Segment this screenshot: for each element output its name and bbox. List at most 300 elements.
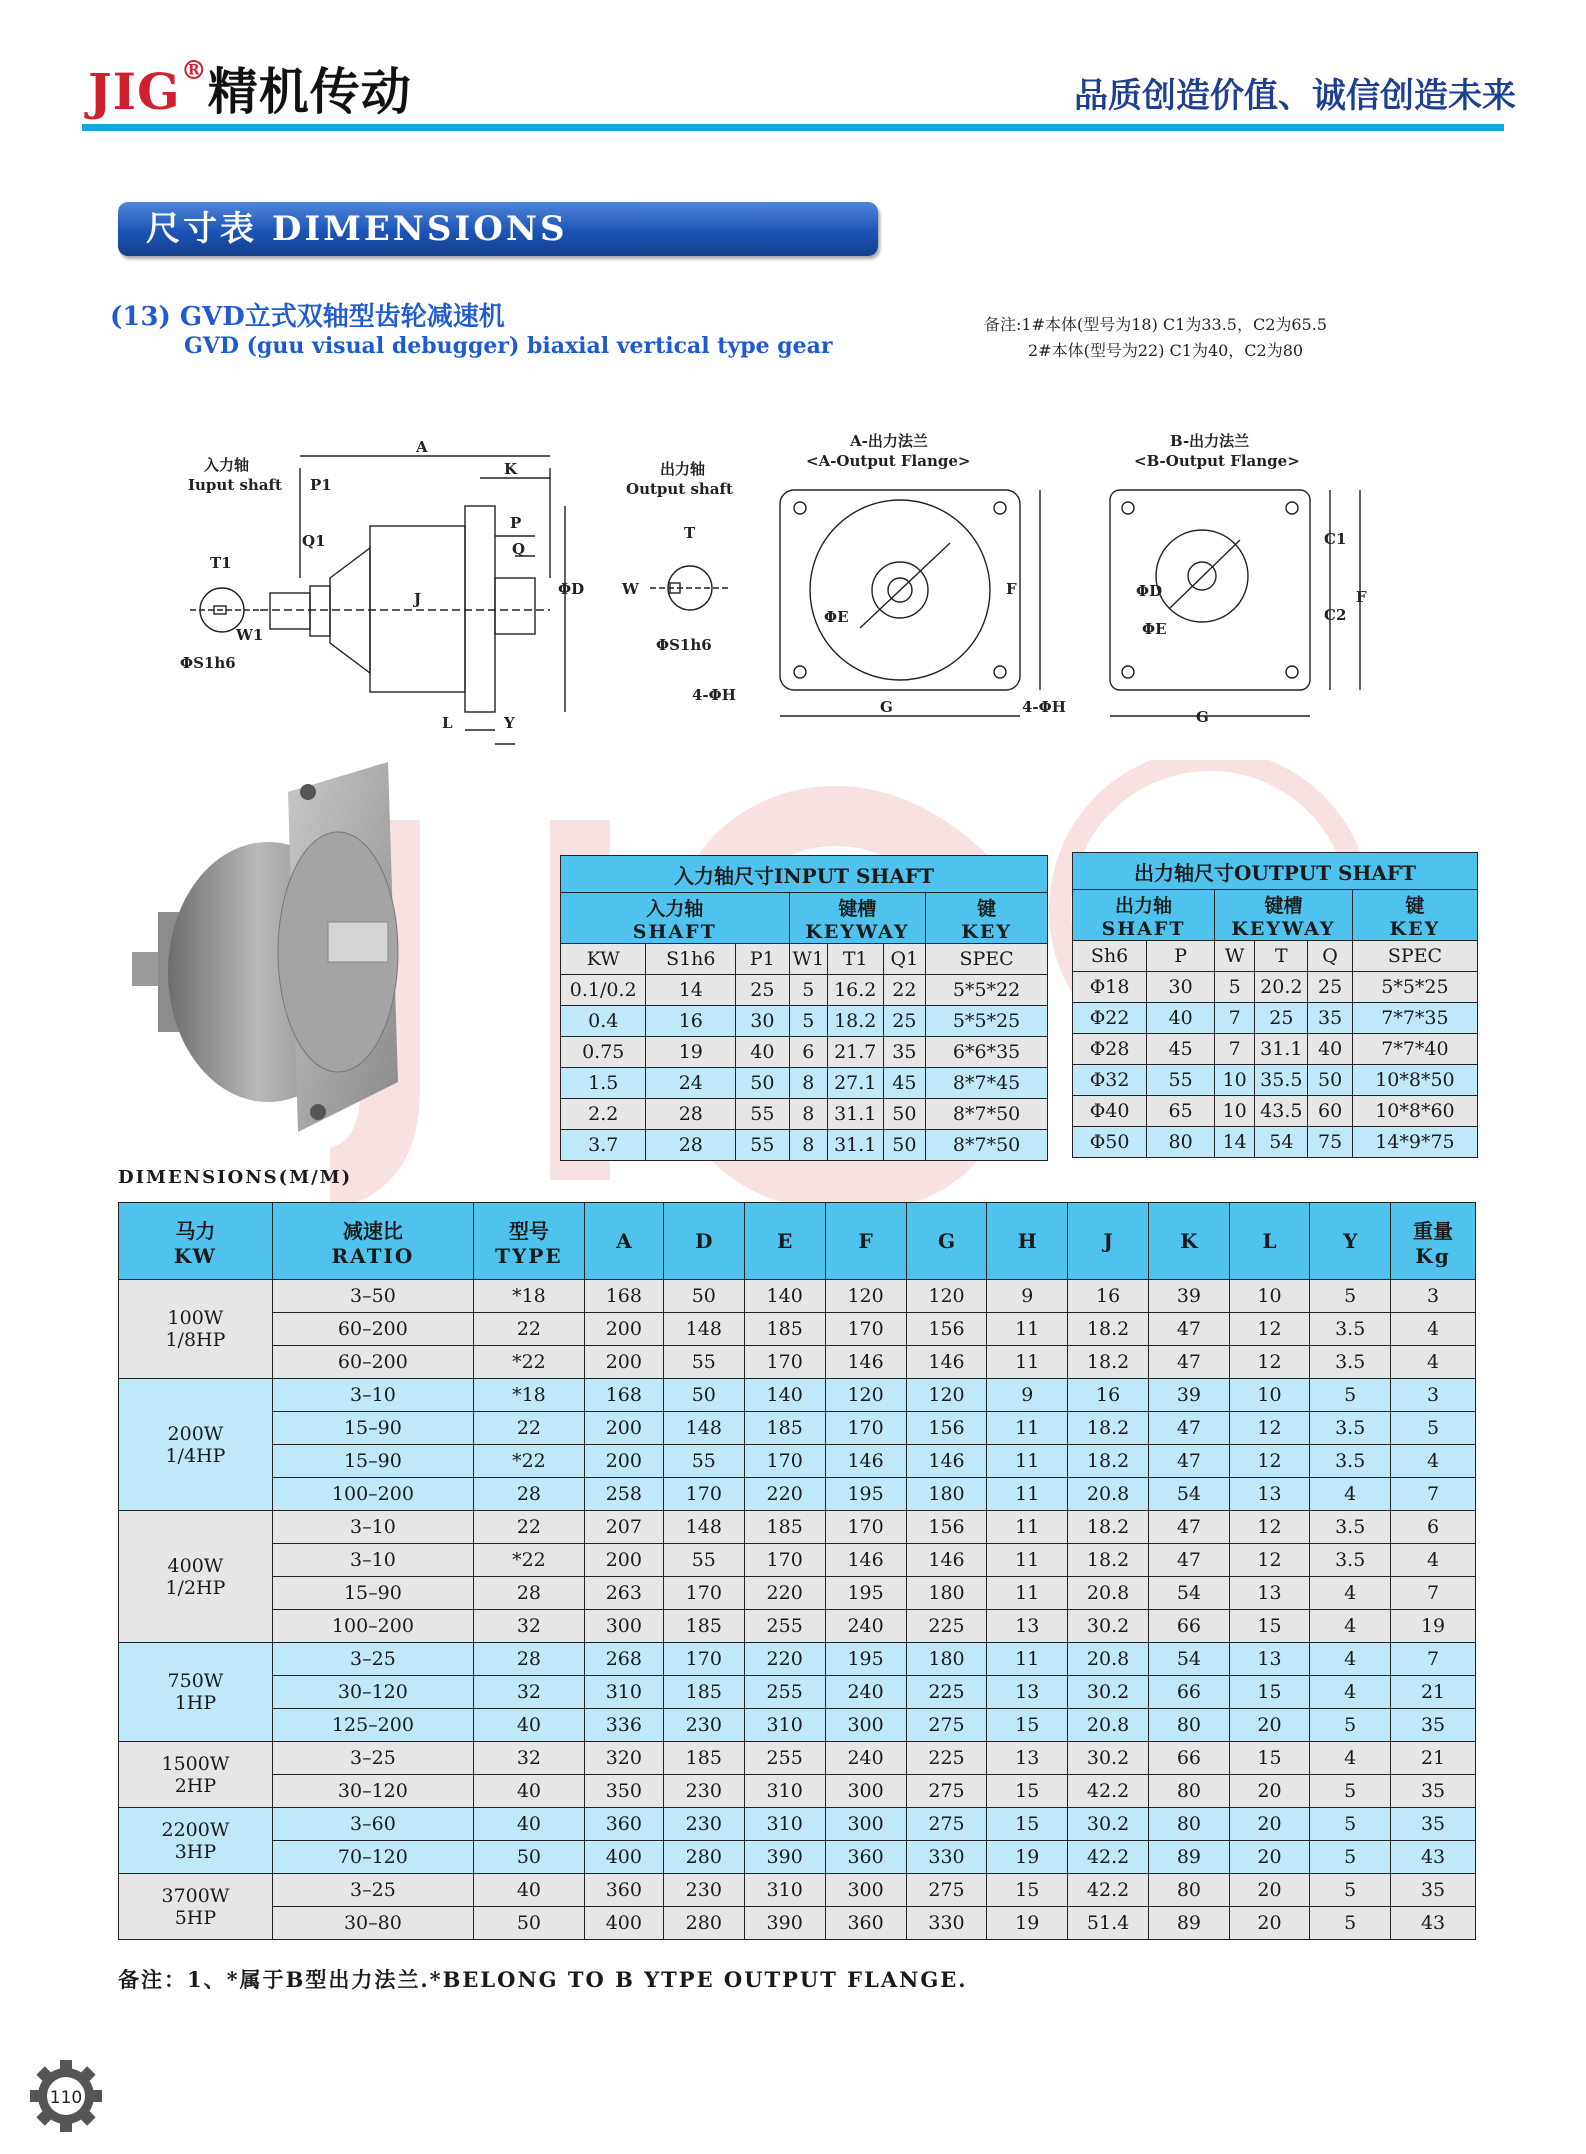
input-shaft-cell: 8*7*45 bbox=[926, 1068, 1048, 1099]
dimensions-header-cell: G bbox=[906, 1203, 987, 1280]
dimensions-cell: 19 bbox=[987, 1841, 1068, 1874]
dimensions-header-cell: D bbox=[663, 1203, 744, 1280]
dimensions-row bbox=[119, 1742, 1476, 1775]
dimensions-row bbox=[119, 1412, 1476, 1445]
input-shaft-cell: 25 bbox=[736, 975, 789, 1006]
label-J: J bbox=[414, 590, 422, 608]
power-cell: 100W 1/8HP bbox=[119, 1280, 273, 1379]
output-shaft-title: 出力轴尺寸OUTPUT SHAFT bbox=[1073, 853, 1478, 890]
dimensions-cell: 30.2 bbox=[1068, 1808, 1149, 1841]
dimensions-cell: 148 bbox=[663, 1313, 744, 1346]
dimensions-cell: 148 bbox=[663, 1511, 744, 1544]
dimensions-cell: 20 bbox=[1229, 1874, 1310, 1907]
dimensions-cell: 3.5 bbox=[1310, 1412, 1391, 1445]
dimensions-row bbox=[119, 1280, 1476, 1313]
label-flangeB-en: <B-Output Flange> bbox=[1134, 452, 1300, 470]
output-shaft-cell: 40 bbox=[1308, 1034, 1353, 1065]
dimensions-cell: 125–200 bbox=[272, 1709, 473, 1742]
dimensions-cell: 32 bbox=[473, 1610, 584, 1643]
dimensions-cell: 320 bbox=[584, 1742, 663, 1775]
dimensions-cell: 20 bbox=[1229, 1808, 1310, 1841]
input-shaft-cell: 5*5*22 bbox=[926, 975, 1048, 1006]
note-line-2: 2#本体(型号为22) C1为40，C2为80 bbox=[1028, 341, 1304, 360]
dimensions-cell: 360 bbox=[825, 1841, 906, 1874]
dimensions-cell: 240 bbox=[825, 1676, 906, 1709]
dimensions-cell: *18 bbox=[473, 1280, 584, 1313]
dimensions-cell: 240 bbox=[825, 1610, 906, 1643]
output-shaft-cell: 10*8*50 bbox=[1352, 1065, 1477, 1096]
output-shaft-cell: 10 bbox=[1215, 1065, 1255, 1096]
dimensions-cell: 20.8 bbox=[1068, 1577, 1149, 1610]
dimensions-cell: 4 bbox=[1391, 1313, 1476, 1346]
dimensions-header-cell: K bbox=[1149, 1203, 1230, 1280]
dimensions-cell: 200 bbox=[584, 1412, 663, 1445]
dimensions-cell: 146 bbox=[825, 1346, 906, 1379]
brand-latin: JIG bbox=[88, 62, 181, 121]
dimensions-cell: 12 bbox=[1229, 1544, 1310, 1577]
dimensions-cell: 39 bbox=[1149, 1280, 1230, 1313]
dimensions-header-cell: A bbox=[584, 1203, 663, 1280]
dimensions-cell: 170 bbox=[825, 1412, 906, 1445]
input-shaft-row bbox=[561, 1130, 1048, 1161]
output-shaft-row bbox=[1073, 1127, 1478, 1158]
dimensions-cell: 146 bbox=[825, 1544, 906, 1577]
dimensions-cell: 146 bbox=[906, 1544, 987, 1577]
dimensions-cell: 170 bbox=[744, 1544, 825, 1577]
input-shaft-row bbox=[561, 1037, 1048, 1068]
input-shaft-row bbox=[561, 1006, 1048, 1037]
dimensions-cell: *18 bbox=[473, 1379, 584, 1412]
dimensions-cell: 28 bbox=[473, 1643, 584, 1676]
label-Q: Q bbox=[512, 540, 526, 558]
dimensions-cell: 60–200 bbox=[272, 1313, 473, 1346]
dimensions-cell: 15 bbox=[1229, 1676, 1310, 1709]
dimensions-cell: 50 bbox=[473, 1841, 584, 1874]
dimensions-cell: 360 bbox=[825, 1907, 906, 1940]
output-shaft-cell: 30 bbox=[1147, 972, 1215, 1003]
dimensions-cell: 47 bbox=[1149, 1313, 1230, 1346]
dimensions-header-cell: Y bbox=[1310, 1203, 1391, 1280]
dimensions-cell: 240 bbox=[825, 1742, 906, 1775]
dimensions-cell: 146 bbox=[906, 1346, 987, 1379]
input-shaft-cell: 28 bbox=[646, 1130, 736, 1161]
input-shaft-column-header: Q1 bbox=[883, 944, 926, 975]
input-shaft-cell: 5 bbox=[789, 975, 827, 1006]
dimensions-cell: 9 bbox=[987, 1280, 1068, 1313]
dimensions-cell: 3–25 bbox=[272, 1643, 473, 1676]
power-cell: 750W 1HP bbox=[119, 1643, 273, 1742]
dimensions-cell: 32 bbox=[473, 1742, 584, 1775]
dimensions-cell: 89 bbox=[1149, 1841, 1230, 1874]
input-shaft-cell: 55 bbox=[736, 1099, 789, 1130]
dimensions-cell: 3.5 bbox=[1310, 1445, 1391, 1478]
output-shaft-cell: Φ18 bbox=[1073, 972, 1147, 1003]
input-shaft-cell: 55 bbox=[736, 1130, 789, 1161]
dimensions-cell: 70–120 bbox=[272, 1841, 473, 1874]
dimensions-cell: 170 bbox=[663, 1643, 744, 1676]
input-shaft-cell: 21.7 bbox=[827, 1037, 883, 1068]
output-shaft-cell: 75 bbox=[1308, 1127, 1353, 1158]
output-shaft-cell: 31.1 bbox=[1255, 1034, 1308, 1065]
input-shaft-column-header: SPEC bbox=[926, 944, 1048, 975]
dimensions-cell: 50 bbox=[473, 1907, 584, 1940]
dimensions-cell: 13 bbox=[987, 1742, 1068, 1775]
dimensions-cell: 80 bbox=[1149, 1709, 1230, 1742]
output-shaft-row bbox=[1073, 1065, 1478, 1096]
output-shaft-cell: 45 bbox=[1147, 1034, 1215, 1065]
label-4H: 4-ΦH bbox=[692, 686, 736, 704]
input-shaft-cell: 27.1 bbox=[827, 1068, 883, 1099]
label-G: G bbox=[880, 698, 893, 716]
input-shaft-cell: 8*7*50 bbox=[926, 1099, 1048, 1130]
dimensions-row bbox=[119, 1874, 1476, 1907]
input-shaft-cell: 31.1 bbox=[827, 1099, 883, 1130]
dimensions-cell: 15 bbox=[987, 1874, 1068, 1907]
dimensions-cell: 4 bbox=[1391, 1445, 1476, 1478]
dimensions-cell: 185 bbox=[744, 1511, 825, 1544]
dimensions-cell: 185 bbox=[744, 1412, 825, 1445]
dimensions-cell: 255 bbox=[744, 1742, 825, 1775]
input-shaft-cell: 24 bbox=[646, 1068, 736, 1099]
input-shaft-cell: 6 bbox=[789, 1037, 827, 1068]
dimensions-cell: 140 bbox=[744, 1379, 825, 1412]
dimensions-cell: 390 bbox=[744, 1907, 825, 1940]
label-input-shaft-cn: 入力轴 bbox=[204, 456, 250, 474]
dimensions-cell: 300 bbox=[825, 1775, 906, 1808]
output-shaft-cell: 14 bbox=[1215, 1127, 1255, 1158]
dimensions-cell: 330 bbox=[906, 1907, 987, 1940]
dimensions-cell: 180 bbox=[906, 1643, 987, 1676]
dimensions-cell: 200 bbox=[584, 1313, 663, 1346]
dimensions-cell: 12 bbox=[1229, 1412, 1310, 1445]
dimensions-cell: 3.5 bbox=[1310, 1313, 1391, 1346]
input-shaft-cell: 50 bbox=[736, 1068, 789, 1099]
dimensions-cell: 43 bbox=[1391, 1841, 1476, 1874]
dimensions-cell: 275 bbox=[906, 1709, 987, 1742]
label-L: L bbox=[442, 714, 453, 732]
input-group-key: 键 KEY bbox=[926, 893, 1048, 944]
dimensions-cell: 300 bbox=[825, 1709, 906, 1742]
output-shaft-cell: 14*9*75 bbox=[1352, 1127, 1477, 1158]
output-shaft-cell: 60 bbox=[1308, 1096, 1353, 1127]
label-C2: C2 bbox=[1324, 606, 1347, 624]
dimensions-cell: 360 bbox=[584, 1808, 663, 1841]
dimensions-cell: 7 bbox=[1391, 1577, 1476, 1610]
dimensions-cell: 54 bbox=[1149, 1478, 1230, 1511]
dimensions-row bbox=[119, 1808, 1476, 1841]
dimensions-cell: 15–90 bbox=[272, 1445, 473, 1478]
dimensions-cell: 80 bbox=[1149, 1874, 1230, 1907]
dimensions-cell: 168 bbox=[584, 1379, 663, 1412]
brand-chinese: 精机传动 bbox=[207, 62, 412, 121]
dimensions-cell: 16 bbox=[1068, 1379, 1149, 1412]
output-shaft-column-header: P bbox=[1147, 941, 1215, 972]
input-shaft-cell: 8*7*50 bbox=[926, 1130, 1048, 1161]
dimensions-cell: 50 bbox=[663, 1280, 744, 1313]
dimensions-cell: 35 bbox=[1391, 1808, 1476, 1841]
dimensions-cell: 185 bbox=[663, 1610, 744, 1643]
dimensions-cell: 15 bbox=[987, 1709, 1068, 1742]
dimensions-cell: 275 bbox=[906, 1874, 987, 1907]
dimensions-cell: 220 bbox=[744, 1478, 825, 1511]
dimensions-header-cell: 马力 KW bbox=[119, 1203, 273, 1280]
dimensions-cell: 10 bbox=[1229, 1379, 1310, 1412]
dimensions-header-cell: F bbox=[825, 1203, 906, 1280]
dimensions-header-cell: 型号 TYPE bbox=[473, 1203, 584, 1280]
dimensions-row bbox=[119, 1577, 1476, 1610]
dimensions-cell: 43 bbox=[1391, 1907, 1476, 1940]
note-line-1: 备注:1#本体(型号为18) C1为33.5，C2为65.5 bbox=[984, 315, 1328, 334]
slogan: 品质创造价值、诚信创造未来 bbox=[1074, 76, 1516, 116]
input-shaft-cell: 8 bbox=[789, 1068, 827, 1099]
dimensions-row bbox=[119, 1709, 1476, 1742]
dimensions-cell: 11 bbox=[987, 1313, 1068, 1346]
dimensions-cell: 258 bbox=[584, 1478, 663, 1511]
dimensions-cell: 12 bbox=[1229, 1313, 1310, 1346]
dimensions-cell: 20 bbox=[1229, 1775, 1310, 1808]
dimensions-cell: 39 bbox=[1149, 1379, 1230, 1412]
dimensions-cell: 300 bbox=[584, 1610, 663, 1643]
dimensions-cell: 146 bbox=[825, 1445, 906, 1478]
dimensions-cell: 11 bbox=[987, 1577, 1068, 1610]
dimensions-cell: 40 bbox=[473, 1808, 584, 1841]
input-shaft-cell: 25 bbox=[883, 1006, 926, 1037]
output-shaft-cell: 65 bbox=[1147, 1096, 1215, 1127]
output-shaft-cell: 80 bbox=[1147, 1127, 1215, 1158]
output-shaft-cell: Φ32 bbox=[1073, 1065, 1147, 1096]
dimensions-cell: 5 bbox=[1310, 1709, 1391, 1742]
input-shaft-cell: 1.5 bbox=[561, 1068, 646, 1099]
dimensions-cell: 156 bbox=[906, 1412, 987, 1445]
page-number-badge bbox=[26, 2056, 106, 2136]
dimensions-cell: 185 bbox=[663, 1676, 744, 1709]
dimensions-cell: 255 bbox=[744, 1676, 825, 1709]
dimensions-header-cell: E bbox=[744, 1203, 825, 1280]
power-cell: 3700W 5HP bbox=[119, 1874, 273, 1940]
output-shaft-table bbox=[1072, 852, 1478, 1158]
label-F: F bbox=[1006, 580, 1017, 598]
dimensions-cell: 148 bbox=[663, 1412, 744, 1445]
dimensions-row bbox=[119, 1610, 1476, 1643]
dimensions-cell: 30.2 bbox=[1068, 1742, 1149, 1775]
label-output-shaft-cn: 出力轴 bbox=[660, 460, 706, 478]
dimensions-row bbox=[119, 1313, 1476, 1346]
power-cell: 200W 1/4HP bbox=[119, 1379, 273, 1511]
dimensions-cell: 4 bbox=[1391, 1544, 1476, 1577]
dimensions-cell: 180 bbox=[906, 1577, 987, 1610]
dimensions-cell: 40 bbox=[473, 1874, 584, 1907]
dimensions-cell: 120 bbox=[906, 1379, 987, 1412]
dimensions-cell: 170 bbox=[744, 1445, 825, 1478]
label-4H-2: 4-ΦH bbox=[1022, 698, 1066, 716]
dimensions-cell: 12 bbox=[1229, 1511, 1310, 1544]
dimensions-cell: 35 bbox=[1391, 1775, 1476, 1808]
input-shaft-cell: 30 bbox=[736, 1006, 789, 1037]
dimensions-cell: 11 bbox=[987, 1544, 1068, 1577]
dimensions-cell: 3.5 bbox=[1310, 1544, 1391, 1577]
registered-mark: ® bbox=[180, 56, 208, 86]
dimensions-cell: 11 bbox=[987, 1511, 1068, 1544]
power-cell: 1500W 2HP bbox=[119, 1742, 273, 1808]
input-shaft-title: 入力轴尺寸INPUT SHAFT bbox=[561, 856, 1048, 893]
dimensions-cell: 15 bbox=[1229, 1742, 1310, 1775]
input-shaft-cell: 18.2 bbox=[827, 1006, 883, 1037]
input-shaft-cell: 31.1 bbox=[827, 1130, 883, 1161]
dimensions-cell: 180 bbox=[906, 1478, 987, 1511]
dimensions-cell: 225 bbox=[906, 1610, 987, 1643]
dimensions-cell: 30–120 bbox=[272, 1775, 473, 1808]
input-shaft-cell: 0.75 bbox=[561, 1037, 646, 1068]
dimensions-cell: 18.2 bbox=[1068, 1445, 1149, 1478]
input-shaft-row bbox=[561, 1099, 1048, 1130]
output-shaft-row bbox=[1073, 1034, 1478, 1065]
dimensions-cell: 3.5 bbox=[1310, 1511, 1391, 1544]
dimensions-cell: 20.8 bbox=[1068, 1478, 1149, 1511]
dimensions-cell: 4 bbox=[1310, 1610, 1391, 1643]
product-title-en: GVD (guu visual debugger) biaxial vertical type gear bbox=[184, 333, 833, 359]
dimensions-cell: 230 bbox=[663, 1874, 744, 1907]
output-shaft-cell: 5 bbox=[1215, 972, 1255, 1003]
label-E2: ΦE bbox=[1142, 620, 1167, 638]
dimensions-row bbox=[119, 1907, 1476, 1940]
dimensions-cell: 195 bbox=[825, 1577, 906, 1610]
input-shaft-column-header: S1h6 bbox=[646, 944, 736, 975]
dimensions-cell: 275 bbox=[906, 1775, 987, 1808]
dimensions-row bbox=[119, 1346, 1476, 1379]
label-Y: Y bbox=[504, 714, 515, 732]
output-shaft-cell: 54 bbox=[1255, 1127, 1308, 1158]
input-shaft-cell: 8 bbox=[789, 1130, 827, 1161]
dimensions-cell: 6 bbox=[1391, 1511, 1476, 1544]
input-shaft-cell: 0.4 bbox=[561, 1006, 646, 1037]
dimensions-cell: 15 bbox=[987, 1808, 1068, 1841]
output-shaft-cell: 7 bbox=[1215, 1034, 1255, 1065]
dimensions-cell: 7 bbox=[1391, 1478, 1476, 1511]
dimensions-cell: 3–10 bbox=[272, 1511, 473, 1544]
input-shaft-column-header: KW bbox=[561, 944, 646, 975]
label-D2: ΦD bbox=[1136, 582, 1163, 600]
dimensions-cell: 15 bbox=[987, 1775, 1068, 1808]
dimensions-cell: 30–80 bbox=[272, 1907, 473, 1940]
dimensions-cell: 30.2 bbox=[1068, 1676, 1149, 1709]
page-number: 110 bbox=[49, 2088, 83, 2108]
label-W1: W1 bbox=[236, 626, 264, 644]
dimensions-cell: 5 bbox=[1310, 1775, 1391, 1808]
output-shaft-column-header-row bbox=[1073, 941, 1478, 972]
dimensions-cell: 16 bbox=[1068, 1280, 1149, 1313]
input-shaft-cell: 5 bbox=[789, 1006, 827, 1037]
dimensions-cell: 230 bbox=[663, 1709, 744, 1742]
dimensions-cell: 263 bbox=[584, 1577, 663, 1610]
dimensions-cell: 300 bbox=[825, 1808, 906, 1841]
header-divider bbox=[82, 124, 1504, 131]
power-cell: 400W 1/2HP bbox=[119, 1511, 273, 1643]
dimensions-cell: 3 bbox=[1391, 1280, 1476, 1313]
input-shaft-column-header: W1 bbox=[789, 944, 827, 975]
dimensions-cell: 7 bbox=[1391, 1643, 1476, 1676]
dimensions-cell: 51.4 bbox=[1068, 1907, 1149, 1940]
label-S1h6: ΦS1h6 bbox=[180, 654, 236, 672]
dimensions-cell: 390 bbox=[744, 1841, 825, 1874]
dimensions-cell: 120 bbox=[825, 1379, 906, 1412]
dimensions-cell: 156 bbox=[906, 1511, 987, 1544]
dimensions-cell: 22 bbox=[473, 1511, 584, 1544]
output-group-shaft: 出力轴 SHAFT bbox=[1073, 890, 1215, 941]
dimensions-cell: 18.2 bbox=[1068, 1313, 1149, 1346]
output-shaft-cell: Φ22 bbox=[1073, 1003, 1147, 1034]
dimensions-cell: 140 bbox=[744, 1280, 825, 1313]
dimensions-cell: 170 bbox=[825, 1511, 906, 1544]
dimensions-cell: 156 bbox=[906, 1313, 987, 1346]
input-shaft-cell: 50 bbox=[883, 1099, 926, 1130]
dimensions-cell: 255 bbox=[744, 1610, 825, 1643]
label-output-shaft-en: Output shaft bbox=[626, 480, 733, 498]
dimensions-cell: 47 bbox=[1149, 1544, 1230, 1577]
dimensions-cell: 20 bbox=[1229, 1907, 1310, 1940]
dimensions-cell: 225 bbox=[906, 1676, 987, 1709]
dimensions-cell: 207 bbox=[584, 1511, 663, 1544]
dimensions-cell: 21 bbox=[1391, 1676, 1476, 1709]
dimensions-cell: 89 bbox=[1149, 1907, 1230, 1940]
dimensions-cell: 54 bbox=[1149, 1643, 1230, 1676]
dimensions-cell: 5 bbox=[1310, 1907, 1391, 1940]
dimensions-cell: 120 bbox=[906, 1280, 987, 1313]
input-shaft-cell: 40 bbox=[736, 1037, 789, 1068]
dimensions-header-cell: L bbox=[1229, 1203, 1310, 1280]
dimensions-cell: 3–10 bbox=[272, 1544, 473, 1577]
dimensions-cell: 11 bbox=[987, 1412, 1068, 1445]
dimensions-cell: 120 bbox=[825, 1280, 906, 1313]
dimensions-cell: 22 bbox=[473, 1412, 584, 1445]
label-C1: C1 bbox=[1324, 530, 1347, 548]
dimensions-cell: 66 bbox=[1149, 1742, 1230, 1775]
input-shaft-cell: 14 bbox=[646, 975, 736, 1006]
dimensions-cell: 20.8 bbox=[1068, 1709, 1149, 1742]
dimensions-cell: 330 bbox=[906, 1841, 987, 1874]
dimensions-cell: 15 bbox=[1229, 1610, 1310, 1643]
output-shaft-cell: 10 bbox=[1215, 1096, 1255, 1127]
dimensions-cell: 3–60 bbox=[272, 1808, 473, 1841]
dimensions-cell: 42.2 bbox=[1068, 1775, 1149, 1808]
output-shaft-cell: 55 bbox=[1147, 1065, 1215, 1096]
dimensions-header-cell: 重量 Kg bbox=[1391, 1203, 1476, 1280]
body-note bbox=[984, 312, 1327, 364]
dimensions-cell: 310 bbox=[584, 1676, 663, 1709]
dimensions-cell: 13 bbox=[1229, 1577, 1310, 1610]
output-shaft-cell: 5*5*25 bbox=[1352, 972, 1477, 1003]
dimensions-cell: *22 bbox=[473, 1445, 584, 1478]
dimensions-cell: 100–200 bbox=[272, 1478, 473, 1511]
dimensions-cell: 310 bbox=[744, 1874, 825, 1907]
dimensions-cell: 5 bbox=[1310, 1808, 1391, 1841]
dimensions-cell: 5 bbox=[1310, 1841, 1391, 1874]
dimensions-header-cell: 减速比 RATIO bbox=[272, 1203, 473, 1280]
dimensions-row bbox=[119, 1478, 1476, 1511]
dimensions-cell: 11 bbox=[987, 1478, 1068, 1511]
input-shaft-cell: 22 bbox=[883, 975, 926, 1006]
dimensions-cell: 310 bbox=[744, 1709, 825, 1742]
label-G2: G bbox=[1196, 708, 1209, 726]
dimensions-cell: 18.2 bbox=[1068, 1346, 1149, 1379]
label-input-shaft-en: Iuput shaft bbox=[188, 476, 282, 494]
output-shaft-cell: 25 bbox=[1308, 972, 1353, 1003]
brand-logo bbox=[88, 52, 412, 124]
dimensions-header-cell: H bbox=[987, 1203, 1068, 1280]
input-shaft-row bbox=[561, 975, 1048, 1006]
dimensions-cell: 32 bbox=[473, 1676, 584, 1709]
input-shaft-cell: 35 bbox=[883, 1037, 926, 1068]
input-shaft-cell: 19 bbox=[646, 1037, 736, 1068]
